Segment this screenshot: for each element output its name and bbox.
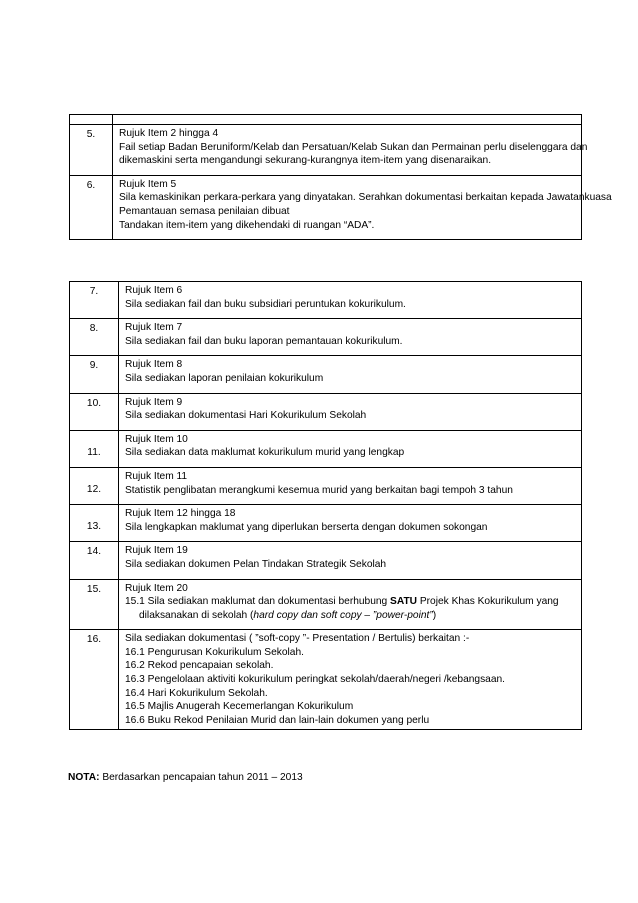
table-row — [70, 356, 582, 393]
list-item: 16.1 Pengurusan Kokurikulum Sekolah. — [125, 646, 304, 658]
italic-text: hard copy dan soft copy – ”power-point” — [253, 609, 433, 621]
table-row-empty — [70, 115, 582, 125]
row-text-line: Sila sediakan fail dan buku subsidiari peruntukan kokurikulum. — [125, 298, 406, 310]
row-reference: Rujuk Item 11 — [125, 470, 188, 482]
row-number: 16. — [70, 630, 119, 730]
row-text-line: Statistik penglibatan merangkumi kesemua murid yang berkaitan bagi tempoh 3 tahun — [125, 484, 513, 496]
row-number: 7. — [70, 282, 119, 319]
row-content — [119, 467, 582, 504]
row-text-line: Sila sediakan data maklumat kokurikulum murid yang lengkap — [125, 447, 405, 459]
table-row — [70, 175, 582, 239]
row-number: 9. — [70, 356, 119, 393]
row-reference: Rujuk Item 7 — [125, 322, 183, 334]
row-number: 13. — [70, 505, 119, 542]
row-content — [119, 542, 582, 579]
row-reference: Rujuk Item 2 hingga 4 — [119, 128, 219, 139]
row-number: 12. — [70, 467, 119, 504]
row-content — [119, 505, 582, 542]
row-text-line: Sila sediakan dokumentasi ( ”soft-copy ”- Presentation / Bertulis) berkaitan :- — [125, 633, 470, 645]
table-items-7-16 — [69, 281, 582, 730]
row-reference: Rujuk Item 12 hingga 18 — [125, 508, 236, 520]
row-text-line: Sila lengkapkan maklumat yang diperlukan berserta dengan dokumen sokongan — [125, 521, 488, 533]
table-row — [70, 505, 582, 542]
emphasis-text: SATU — [390, 596, 418, 608]
row-number — [70, 115, 113, 125]
row-reference: Rujuk Item 10 — [125, 433, 188, 445]
row-text-line: Sila kemaskinikan perkara-perkara yang dinyatakan. Serahkan dokumentasi berkaitan kepada Jawatankuasa — [119, 192, 612, 204]
table-row — [70, 430, 582, 467]
table-row — [70, 542, 582, 579]
row-content — [113, 175, 612, 239]
row-text-line: Pemantauan semasa penilaian dibuat — [119, 205, 290, 217]
row-reference: Rujuk Item 20 — [125, 582, 188, 594]
table-row — [70, 125, 582, 176]
row-reference: Rujuk Item 5 — [119, 178, 177, 190]
row-content — [119, 579, 582, 630]
row-reference: Rujuk Item 6 — [125, 285, 183, 296]
footnote — [68, 772, 303, 783]
row-content — [113, 125, 588, 176]
row-content — [119, 393, 582, 430]
row-text-line: Sila sediakan laporan penilaian kokurikulum — [125, 372, 324, 384]
row-reference: Rujuk Item 9 — [125, 396, 183, 408]
text-segment: dilaksanakan di sekolah ( — [139, 609, 254, 621]
row-content — [119, 319, 582, 356]
text-segment: 15.1 Sila sediakan maklumat dan dokumentasi berhubung — [125, 596, 391, 608]
table-row — [70, 393, 582, 430]
row-number: 14. — [70, 542, 119, 579]
row-reference: Rujuk Item 8 — [125, 359, 183, 371]
footnote-label: NOTA: — [68, 772, 100, 783]
table-row — [70, 579, 582, 630]
row-text-line: Tandakan item-item yang dikehendaki di ruangan “ADA”. — [119, 219, 375, 231]
row-content — [119, 430, 582, 467]
list-item: 16.4 Hari Kokurikulum Sekolah. — [125, 687, 268, 699]
list-item: 16.2 Rekod pencapaian sekolah. — [125, 660, 274, 672]
row-text-line — [125, 609, 578, 623]
table-items-5-6 — [69, 114, 612, 240]
row-content — [119, 356, 582, 393]
table-row — [70, 467, 582, 504]
text-segment: Projek Khas Kokurikulum yang — [417, 596, 559, 608]
row-text-line: Sila sediakan fail dan buku laporan pemantauan kokurikulum. — [125, 335, 403, 347]
row-content — [113, 115, 582, 125]
row-number: 8. — [70, 319, 119, 356]
row-text-line: Sila sediakan dokumen Pelan Tindakan Strategik Sekolah — [125, 558, 387, 570]
row-content — [119, 630, 582, 730]
text-segment: ) — [432, 609, 437, 621]
row-number: 10. — [70, 393, 119, 430]
row-number: 6. — [70, 175, 113, 239]
list-item: 16.6 Buku Rekod Penilaian Murid dan lain-lain dokumen yang perlu — [125, 714, 430, 726]
list-item: 16.5 Majlis Anugerah Kecemerlangan Kokurikulum — [125, 701, 354, 713]
list-item: 16.3 Pengelolaan aktiviti kokurikulum peringkat sekolah/daerah/negeri /kebangsaan. — [125, 674, 506, 686]
row-number: 15. — [70, 579, 119, 630]
row-reference: Rujuk Item 19 — [125, 545, 188, 557]
row-content — [119, 282, 582, 319]
row-number: 11. — [70, 430, 119, 467]
row-text-line: dikemaskini serta mengandungi sekurang-kurangnya item-item yang disenaraikan. — [119, 155, 492, 167]
row-number: 5. — [70, 125, 113, 176]
footnote-text: Berdasarkan pencapaian tahun 2011 – 2013 — [99, 772, 303, 783]
table-row — [70, 282, 582, 319]
row-text-line: Fail setiap Badan Beruniform/Kelab dan Persatuan/Kelab Sukan dan Permainan perlu diselenggara dan — [119, 141, 588, 153]
row-text-line: Sila sediakan dokumentasi Hari Kokurikulum Sekolah — [125, 410, 367, 422]
table-row — [70, 319, 582, 356]
table-row — [70, 630, 582, 730]
row-text-line — [125, 595, 578, 609]
